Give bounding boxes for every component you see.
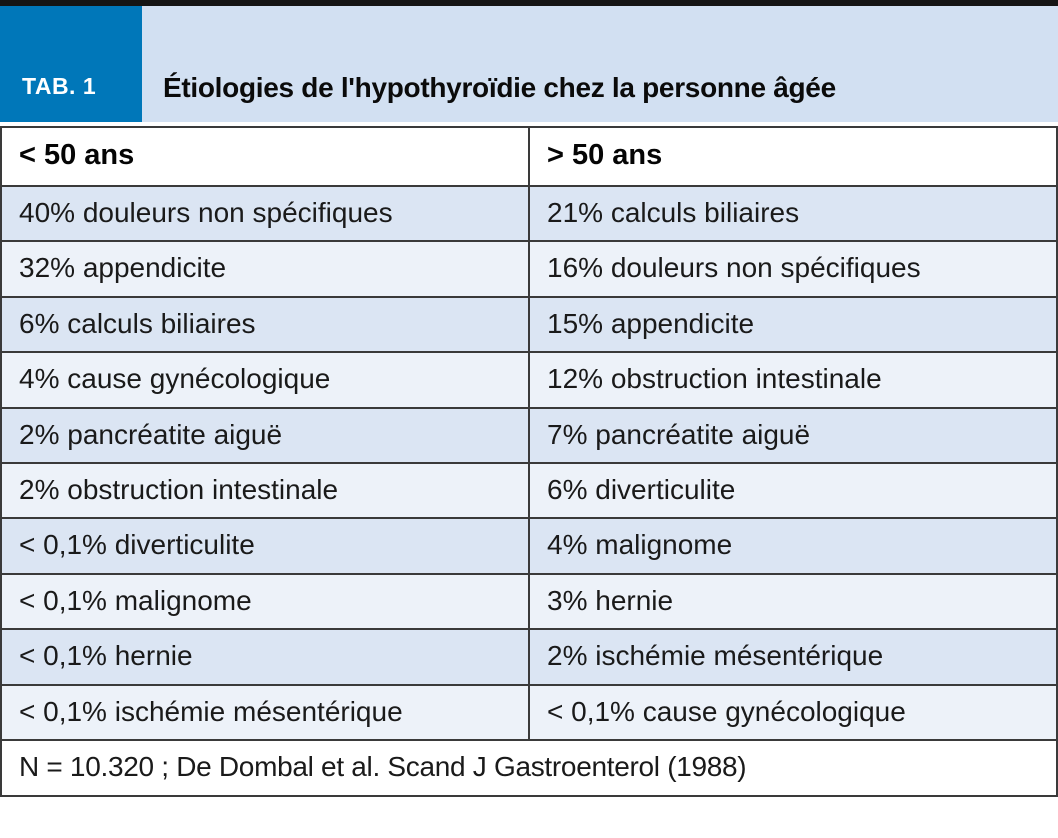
column-header-under-50: < 50 ans bbox=[1, 127, 529, 186]
table-cell: 6% calculs biliaires bbox=[1, 297, 529, 352]
table-cell: < 0,1% hernie bbox=[1, 629, 529, 684]
etiology-table bbox=[0, 126, 1058, 797]
table-foot bbox=[1, 740, 1057, 795]
table-cell: 2% obstruction intestinale bbox=[1, 463, 529, 518]
table-number-badge bbox=[0, 6, 142, 122]
table-number-label: TAB. 1 bbox=[22, 73, 97, 99]
table-cell: < 0,1% malignome bbox=[1, 574, 529, 629]
table-cell: 3% hernie bbox=[529, 574, 1057, 629]
table-cell: < 0,1% cause gynécologique bbox=[529, 685, 1057, 740]
table-row bbox=[1, 352, 1057, 407]
table-body bbox=[1, 186, 1057, 741]
table-cell: 2% pancréatite aiguë bbox=[1, 408, 529, 463]
table-row bbox=[1, 629, 1057, 684]
table-head bbox=[1, 127, 1057, 186]
table-cell: 2% ischémie mésentérique bbox=[529, 629, 1057, 684]
table-row bbox=[1, 463, 1057, 518]
table-row bbox=[1, 186, 1057, 241]
table-cell: 21% calculs biliaires bbox=[529, 186, 1057, 241]
footnote-row bbox=[1, 740, 1057, 795]
column-header-row bbox=[1, 127, 1057, 186]
table-cell: 4% malignome bbox=[529, 518, 1057, 573]
table-header-band bbox=[0, 6, 1058, 122]
column-header-over-50: > 50 ans bbox=[529, 127, 1057, 186]
table-title-box bbox=[142, 6, 1058, 122]
table-row bbox=[1, 408, 1057, 463]
table-footnote: N = 10.320 ; De Dombal et al. Scand J Gastroenterol (1988) bbox=[1, 740, 1057, 795]
table-cell: < 0,1% diverticulite bbox=[1, 518, 529, 573]
table-row bbox=[1, 574, 1057, 629]
table-cell: 7% pancréatite aiguë bbox=[529, 408, 1057, 463]
table-row bbox=[1, 685, 1057, 740]
table-row bbox=[1, 518, 1057, 573]
table-cell: 32% appendicite bbox=[1, 241, 529, 296]
table-row bbox=[1, 297, 1057, 352]
table-cell: 4% cause gynécologique bbox=[1, 352, 529, 407]
table-cell: < 0,1% ischémie mésentérique bbox=[1, 685, 529, 740]
table-row bbox=[1, 241, 1057, 296]
table-cell: 15% appendicite bbox=[529, 297, 1057, 352]
table-cell: 6% diverticulite bbox=[529, 463, 1057, 518]
table-cell: 40% douleurs non spécifiques bbox=[1, 186, 529, 241]
table-cell: 16% douleurs non spécifiques bbox=[529, 241, 1057, 296]
table-cell: 12% obstruction intestinale bbox=[529, 352, 1057, 407]
table-title: Étiologies de l'hypothyroïdie chez la personne âgée bbox=[163, 72, 836, 103]
